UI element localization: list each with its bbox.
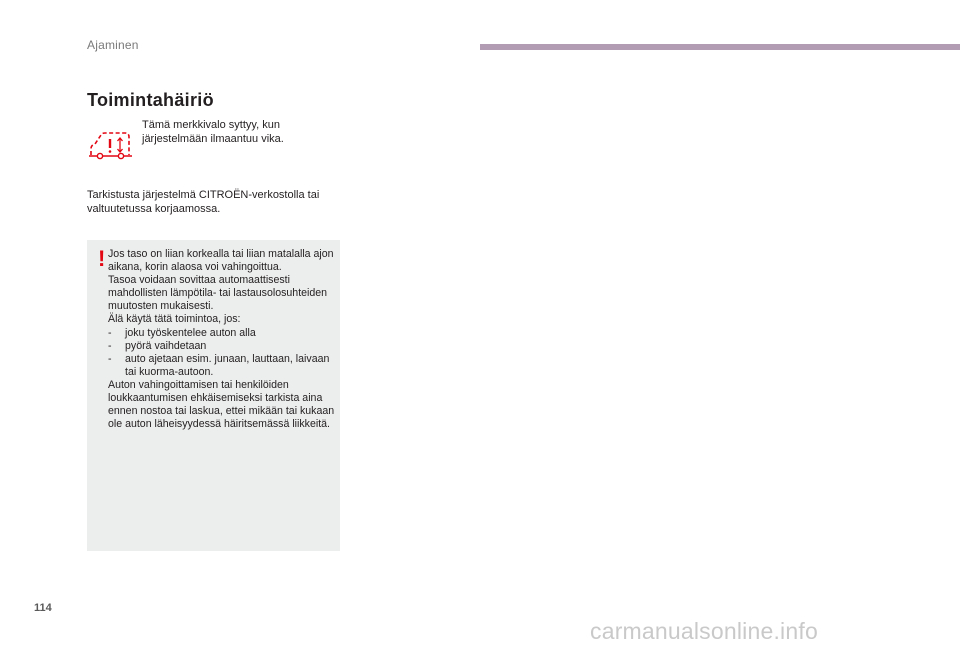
- page-number: 114: [34, 602, 52, 614]
- list-item: - joku työskentelee auton alla: [108, 326, 256, 339]
- warning-list: [108, 327, 340, 379]
- warning-box: [87, 240, 340, 551]
- list-item-text: pyörä vaihdetaan: [125, 339, 207, 352]
- section-title: Ajaminen: [87, 38, 139, 52]
- warning-exclamation-icon: !: [98, 246, 106, 271]
- list-item-text: joku työskentelee auton alla: [125, 326, 256, 339]
- warning-list-intro: Älä käytä tätä toimintoa, jos:: [108, 313, 241, 326]
- warning-paragraph: Tasoa voidaan sovittaa automaattisesti mahdollisten lämpötila- tai lastausolosuhteiden muutosten mukaisesti.: [108, 274, 328, 313]
- warning-content: [108, 248, 340, 431]
- watermark: carmanualsonline.info: [590, 618, 818, 644]
- header-bar: [480, 44, 960, 50]
- vehicle-level-warning-icon: [88, 130, 134, 160]
- list-item-text: auto ajetaan esim. junaan, lauttaan, laivaan tai kuorma-autoon.: [125, 352, 330, 378]
- warning-paragraph: Auton vahingoittamisen tai henkilöiden loukkaantumisen ehkäisemiseksi tarkista aina ennen nostoa tai laskua, ettei mikään tai kukaan ole auton läheisyydessä häiritsemässä liikkeitä.: [108, 378, 335, 431]
- warning-paragraph: Jos taso on liian korkealla tai liian matalalla ajon aikana, korin alaosa voi vahingoittua.: [108, 248, 334, 274]
- warning-lamp-description: Tämä merkkivalo syttyy, kun järjestelmään ilmaantuu vika.: [142, 119, 284, 145]
- body-text: Tarkistusta järjestelmä CITROËN-verkostolla tai valtuutetussa korjaamossa.: [87, 189, 320, 215]
- list-item: - pyörä vaihdetaan: [108, 339, 207, 352]
- list-item: - auto ajetaan esim. junaan, lauttaan, laivaan tai kuorma-autoon.: [108, 352, 330, 378]
- page-heading: Toimintahäiriö: [87, 90, 214, 110]
